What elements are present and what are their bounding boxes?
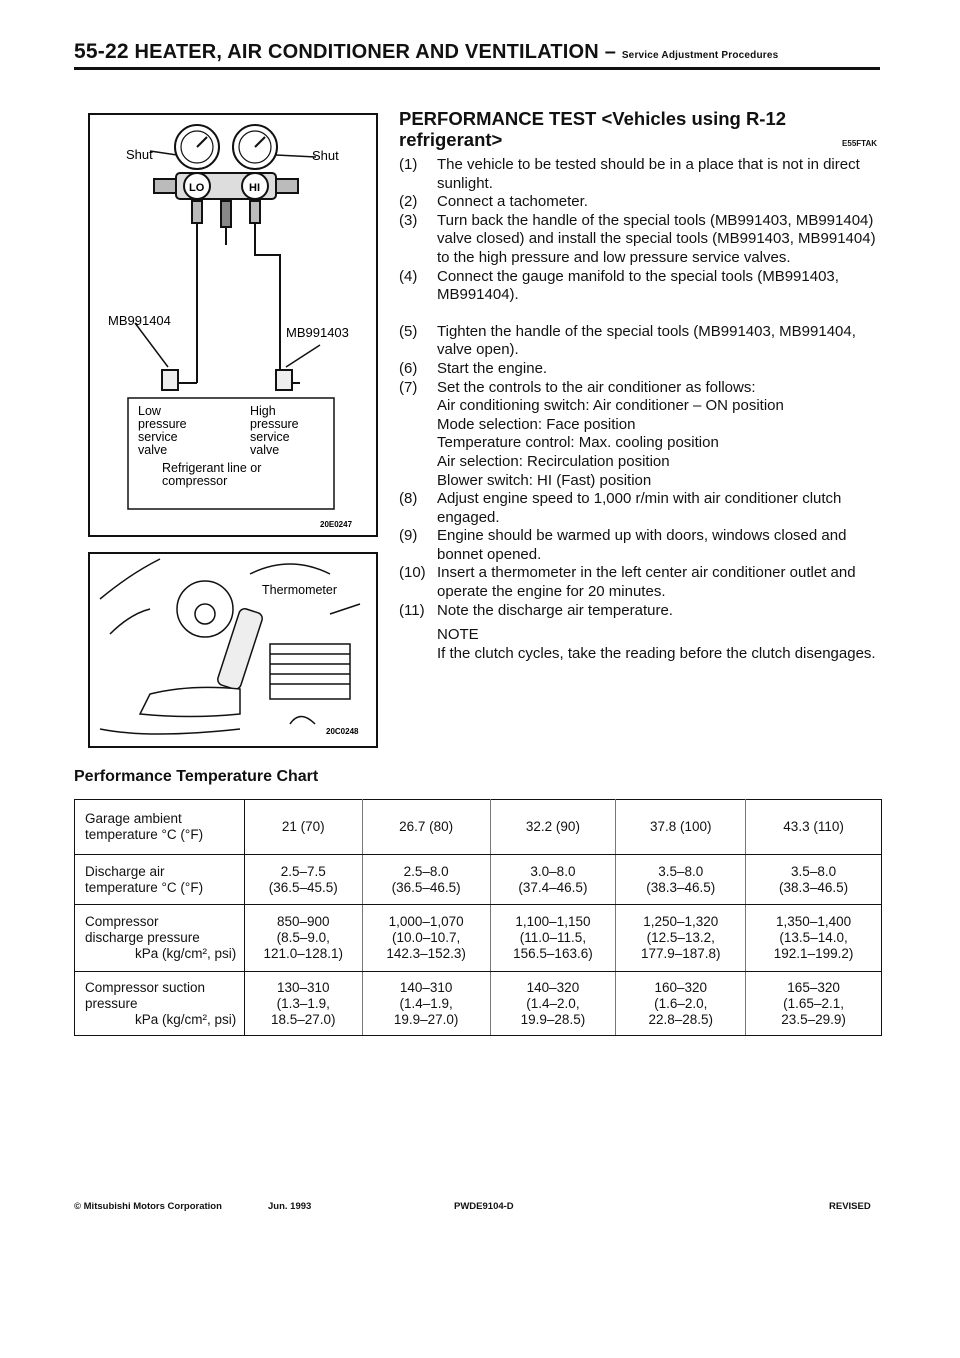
chart-title: Performance Temperature Chart [74,768,319,785]
table-cell: 37.8 (100) [616,800,746,855]
footer-copyright: © Mitsubishi Motors Corporation [74,1201,222,1212]
setting-air: Air selection: Recirculation position [437,452,670,470]
step-5: (5) Tighten the handle of the special tools (MB991403, MB991404, valve open). [399,322,856,359]
svg-text:service: service [138,430,178,444]
table-cell: 140–320 (1.4–2.0, 19.9–28.5) [490,972,616,1036]
figure-gauge-manifold [88,113,378,537]
table-cell: 2.5–8.0 (36.5–46.5) [362,855,490,905]
step-7: (7) Set the controls to the air conditioner as follows: [399,378,756,396]
table-row [75,972,882,1036]
table-cell: 32.2 (90) [490,800,616,855]
table-cell: 165–320 (1.65–2.1, 23.5–29.9) [746,972,882,1036]
subsection-title: Service Adjustment Procedures [621,50,779,61]
step-9: (9) Engine should be warmed up with doors, windows closed and bonnet opened. [399,527,847,563]
setting-temperature: Temperature control: Max. cooling position [437,434,719,452]
figure1-code: 20E0247 [320,520,353,529]
low-pressure-label [138,404,187,457]
footer-date: Jun. 1993 [268,1201,312,1212]
svg-text:valve: valve [138,443,168,457]
step-11: (11) Note the discharge air temperature. [399,601,673,619]
figure-thermometer [88,552,378,748]
svg-text:service: service [250,430,290,444]
svg-text:valve: valve [250,443,280,457]
gauge-manifold-illustration [90,115,376,535]
step-2: (2) Connect a tachometer. [399,193,588,211]
note-heading: NOTE [437,626,479,644]
row-label: Compressor discharge pressure kPa (kg/cm², psi) [75,905,245,972]
step-6: (6) Start the engine. [399,359,548,377]
section-title: HEATER, AIR CONDITIONER AND VENTILATION [134,41,599,63]
svg-text:compressor: compressor [162,474,228,488]
table-cell: 43.3 (110) [746,800,882,855]
table-cell: 3.5–8.0 (38.3–46.5) [616,855,746,905]
shut-right-label: Shut [312,148,339,163]
table-cell: 3.0–8.0 (37.4–46.5) [490,855,616,905]
step-4: (4) Connect the gauge manifold to the special tools (MB991403, MB991404). [399,267,839,304]
table-cell: 160–320 (1.6–2.0, 22.8–28.5) [616,972,746,1036]
tool-left-label: MB991404 [108,313,171,328]
table-cell: 2.5–7.5 (36.5–45.5) [244,855,362,905]
setting-mode: Mode selection: Face position [437,415,636,433]
row-label: Discharge air temperature °C (°F) [75,855,245,905]
note-text: If the clutch cycles, take the reading before the clutch disengages. [437,644,876,662]
table-cell: 1,250–1,320 (12.5–13.2, 177.9–187.8) [616,905,746,972]
hi-label: HI [249,182,260,194]
row-label: Garage ambient temperature °C (°F) [75,800,245,855]
header-rule [74,67,880,70]
svg-text:pressure: pressure [138,417,187,431]
header-dash: – [604,41,617,63]
table-cell: 26.7 (80) [362,800,490,855]
thermometer-illustration [90,554,376,746]
table-cell: 1,350–1,400 (13.5–14.0, 192.1–199.2) [746,905,882,972]
svg-text:pressure: pressure [250,417,299,431]
page-number: 55-22 [74,40,129,63]
table-cell: 1,100–1,150 (11.0–11.5, 156.5–163.6) [490,905,616,972]
performance-test-title: PERFORMANCE TEST <Vehicles using R-12 refrigerant> [399,108,787,150]
table-row [75,855,882,905]
svg-text:Low: Low [138,404,161,418]
page-header [74,40,778,64]
performance-test-section [399,108,887,663]
table-cell: 850–900 (8.5–9.0, 121.0–128.1) [244,905,362,972]
step-1: (1) The vehicle to be tested should be in a place that is not in direct sunlight. [399,156,860,192]
table-cell: 3.5–8.0 (38.3–46.5) [746,855,882,905]
table-cell: 140–310 (1.4–1.9, 19.9–27.0) [362,972,490,1036]
setting-blower: Blower switch: HI (Fast) position [437,471,652,489]
table-row [75,905,882,972]
table-cell: 130–310 (1.3–1.9, 18.5–27.0) [244,972,362,1036]
lo-label: LO [189,182,205,194]
footer-doc-code: PWDE9104-D [454,1201,514,1212]
figure2-code: 20C0248 [326,727,359,736]
setting-ac-switch: Air conditioning switch: Air conditioner – ON position [437,397,784,415]
high-pressure-label [250,404,299,457]
step-8: (8) Adjust engine speed to 1,000 r/min with air conditioner clutch engaged. [399,490,842,526]
performance-temperature-table [74,799,882,1036]
row-label: Compressor suction pressure kPa (kg/cm², psi) [75,972,245,1036]
table-row [75,800,882,855]
svg-text:Refrigerant line or: Refrigerant line or [162,461,262,475]
section-code: E55FTAK [842,139,877,148]
tool-right-label: MB991403 [286,325,349,340]
shut-left-label: Shut [126,147,153,162]
refrigerant-label [162,461,261,488]
table-cell: 1,000–1,070 (10.0–10.7, 142.3–152.3) [362,905,490,972]
footer-status: REVISED [829,1201,871,1212]
step-3: (3) Turn back the handle of the special tools (MB991403, MB991404) valve closed) and install the special tools (MB991403, MB991404) to the high pressure and low pressure service valves. [399,211,876,266]
step-10: (10) Insert a thermometer in the left center air conditioner outlet and operate the engine for 20 minutes. [399,564,856,601]
thermometer-label: Thermometer [262,583,338,597]
svg-text:High: High [250,404,276,418]
table-cell: 21 (70) [244,800,362,855]
